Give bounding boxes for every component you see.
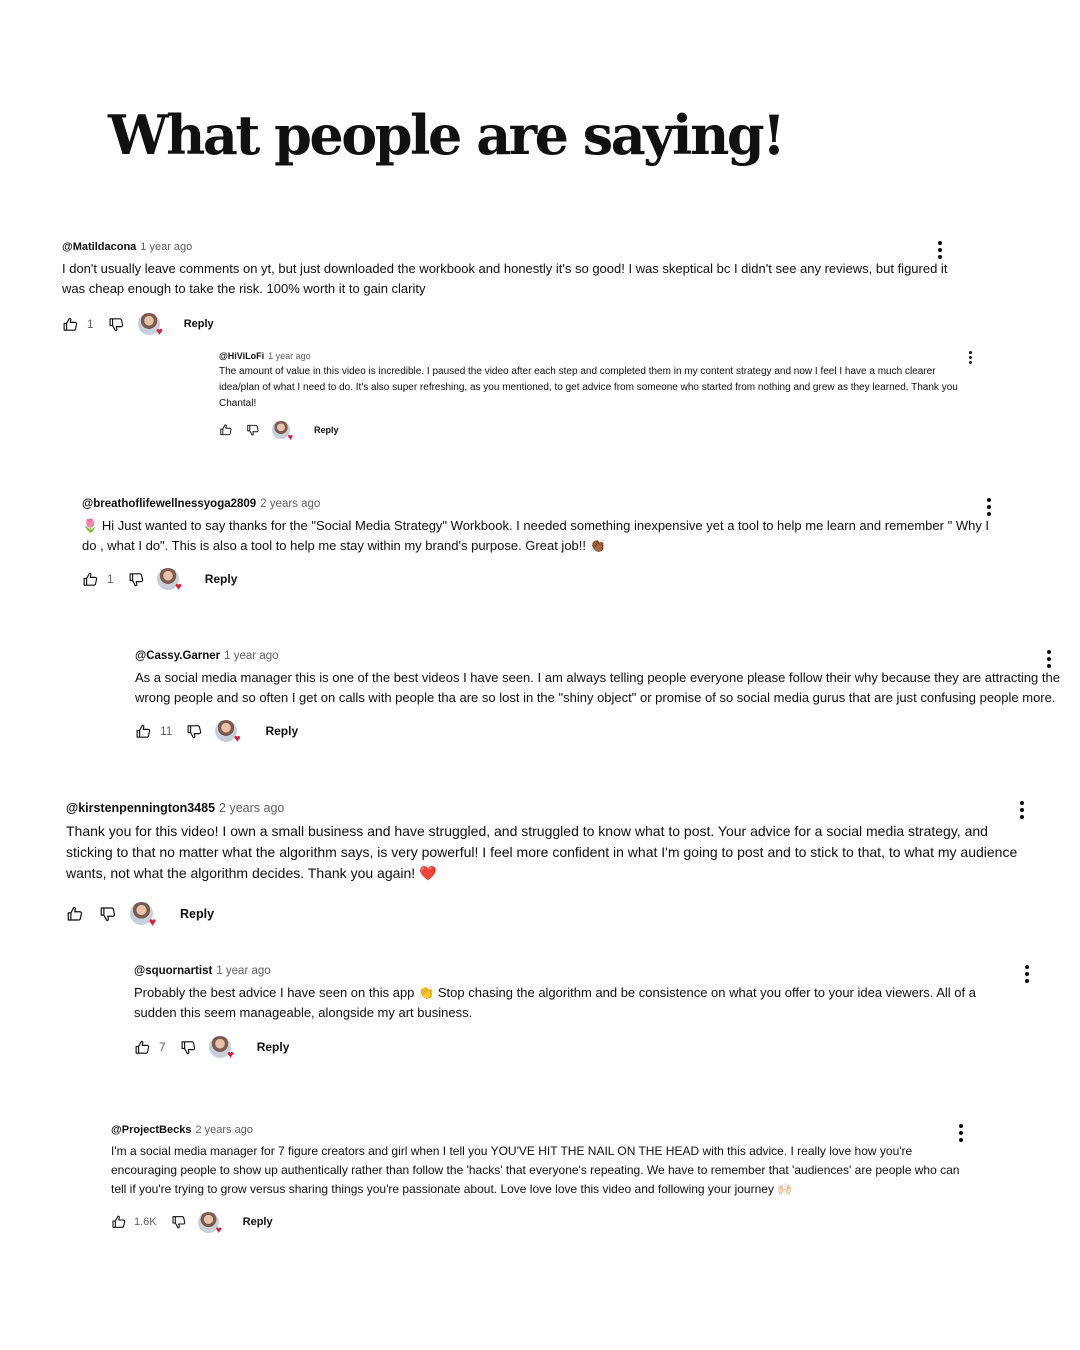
more-vert-icon[interactable] — [1025, 965, 1029, 983]
more-vert-icon[interactable] — [959, 1124, 963, 1142]
like-count: 1 — [87, 317, 94, 332]
comment-meta — [134, 965, 1034, 977]
comment-text: I don't usually leave comments on yt, but just downloaded the workbook and honestly it's so good! I was skeptical bc I didn't see any reviews, but figured it was cheap enough to take the risk. 100% worth it to gain clarity — [62, 261, 948, 297]
comment-author[interactable]: @HiViLoFi — [219, 351, 265, 361]
comment-actions — [82, 568, 1002, 594]
like-button[interactable] — [62, 316, 94, 333]
comment-timestamp[interactable]: 2 years ago — [260, 498, 321, 510]
comment-timestamp[interactable]: 1 year ago — [268, 351, 311, 361]
comment-text — [82, 516, 997, 556]
comment-actions — [66, 902, 1031, 929]
comment-text-body: Thank you for this video! I own a small business and have struggled, and struggled to know what to post. Your advice for a social media strategy, and sticking to that no matter what the algorithm says, is very powerful! I feel more confident in what I'm going to post and to stick to that, to what my audience wants, not what the algorithm decides. Thank you again! — [66, 823, 1018, 881]
comment-author[interactable]: @Matildacona — [62, 241, 137, 253]
clapping-emoji: 👏 — [418, 985, 435, 1000]
like-button[interactable] — [66, 905, 84, 923]
heart-icon: ♥ — [233, 733, 241, 746]
like-count: 11 — [160, 724, 173, 739]
creator-heart-avatar — [157, 568, 182, 594]
comment-card — [111, 1124, 971, 1236]
creator-heart-avatar — [215, 720, 241, 746]
heart-icon: ♥ — [287, 432, 293, 442]
like-button[interactable] — [134, 1039, 166, 1056]
comment-actions — [219, 421, 979, 442]
reply-button[interactable]: Reply — [180, 906, 215, 921]
heart-icon: ♥ — [215, 1224, 222, 1236]
dislike-button[interactable] — [128, 571, 145, 588]
like-button[interactable] — [219, 423, 233, 437]
comment-card — [62, 241, 972, 339]
dislike-button[interactable] — [99, 905, 117, 923]
comment-meta — [135, 650, 1065, 662]
comment-actions — [134, 1036, 1034, 1062]
comment-text-body: Stop chasing the algorithm and be consistence on what you offer to your idea viewers. All of a sudden this seem manageable, alongside my art business. — [134, 985, 976, 1021]
clapping-emoji: 👏🏾 — [589, 538, 606, 554]
comment-text — [66, 821, 1026, 884]
comment-text: The amount of value in this video is incredible. I paused the video after each step and completed them in my content strategy and now I feel I have a much clearer idea/plan of what I need to do. It's also super refreshing, as you mentioned, to get advice from someone who started from nothing and grew as they learned. Thank you Chantal! — [219, 366, 958, 409]
thumbs-up-icon — [111, 1214, 127, 1230]
creator-heart-avatar — [138, 313, 163, 339]
thumbs-down-icon — [186, 723, 203, 740]
comment-card — [134, 965, 1034, 1062]
heart-icon: ♥ — [148, 915, 156, 929]
reply-button[interactable]: Reply — [265, 724, 299, 739]
like-button[interactable] — [111, 1214, 157, 1230]
creator-heart-avatar — [209, 1036, 234, 1062]
comment-card — [66, 801, 1031, 929]
comment-meta — [82, 498, 1002, 510]
like-count: 1 — [107, 572, 114, 587]
comment-timestamp[interactable]: 1 year ago — [216, 965, 271, 977]
raising-hands-emoji: 🙌🏻 — [777, 1182, 793, 1197]
thumbs-up-icon — [134, 1039, 151, 1056]
thumbs-down-icon — [99, 905, 117, 923]
dislike-button[interactable] — [108, 316, 125, 333]
comment-text: As a social media manager this is one of the best videos I have seen. I am always telling people everyone please follow their why because they are attracting the wrong people and so often I get on calls with people tha are so lost in the "shiny object" or promise of so social media gurus that are just confusing people more. — [135, 670, 1060, 706]
comment-meta — [219, 351, 979, 361]
tulip-emoji: 🌷 — [82, 518, 99, 533]
creator-heart-avatar — [272, 421, 293, 442]
thumbs-up-icon — [82, 571, 99, 588]
thumbs-down-icon — [246, 423, 260, 437]
reply-button[interactable]: Reply — [204, 572, 238, 587]
comment-card — [135, 650, 1065, 746]
comment-author[interactable]: @squornartist — [134, 965, 213, 977]
comment-meta — [111, 1124, 971, 1136]
like-button[interactable] — [135, 723, 172, 740]
comment-text-body: I'm a social media manager for 7 figure creators and girl when I tell you YOU'VE HIT THE NAIL ON THE HEAD with this advice. I really love how you're encouraging people to show up authentically rather than follow the 'hacks' that everyone's repeating. We have to remember that 'audiences' are people who can tell if you're trying to grow versus sharing things you're passionate about. Love love love this video and following your journey — [111, 1144, 960, 1197]
more-vert-icon[interactable] — [1020, 801, 1024, 819]
thumbs-down-icon — [171, 1214, 187, 1230]
page-title: What people are saying! — [108, 103, 784, 167]
comment-timestamp[interactable]: 2 years ago — [219, 801, 285, 815]
comment-text-body: Hi Just wanted to say thanks for the "Social Media Strategy" Workbook. I needed something inexpensive yet a tool to help me learn and remember " Why I do , what I do". This is also a tool to help me stay within my brand's purpose. Great job!! — [82, 518, 990, 554]
thumbs-up-icon — [219, 423, 233, 437]
dislike-button[interactable] — [180, 1039, 197, 1056]
comment-author[interactable]: @Cassy.Garner — [135, 650, 221, 662]
comment-actions — [135, 720, 1065, 746]
comment-text — [111, 1142, 969, 1200]
thumbs-up-icon — [135, 723, 152, 740]
comment-meta — [66, 801, 1031, 815]
comment-author[interactable]: @kirstenpennington3485 — [66, 801, 216, 815]
comment-timestamp[interactable]: 1 year ago — [140, 241, 193, 253]
dislike-button[interactable] — [246, 423, 260, 437]
more-vert-icon[interactable] — [1047, 650, 1051, 668]
like-count: 7 — [159, 1040, 166, 1055]
thumbs-down-icon — [108, 316, 125, 333]
reply-button[interactable]: Reply — [314, 425, 339, 435]
comment-actions — [111, 1212, 971, 1236]
more-vert-icon[interactable] — [938, 241, 942, 259]
reply-button[interactable]: Reply — [242, 1216, 273, 1229]
dislike-button[interactable] — [171, 1214, 187, 1230]
thumbs-down-icon — [180, 1039, 197, 1056]
heart-icon: ♥ — [156, 326, 163, 339]
comment-meta — [62, 241, 972, 253]
red-heart-emoji: ❤️ — [419, 865, 437, 881]
creator-heart-avatar — [130, 902, 156, 929]
thumbs-down-icon — [128, 571, 145, 588]
comment-card — [82, 498, 1002, 594]
comment-timestamp[interactable]: 2 years ago — [195, 1124, 253, 1136]
reply-button[interactable]: Reply — [256, 1040, 290, 1055]
comment-text — [134, 983, 1014, 1023]
comment-author[interactable]: @ProjectBecks — [111, 1124, 192, 1136]
heart-icon: ♥ — [175, 581, 182, 594]
heart-icon: ♥ — [227, 1049, 234, 1062]
thumbs-up-icon — [62, 316, 79, 333]
like-button[interactable] — [82, 571, 114, 588]
comment-card — [219, 351, 979, 442]
like-count: 1.6K — [134, 1216, 157, 1229]
thumbs-up-icon — [66, 905, 84, 923]
more-vert-icon[interactable] — [987, 498, 991, 516]
creator-heart-avatar — [198, 1212, 222, 1236]
comment-actions — [62, 313, 972, 339]
comment-timestamp[interactable]: 1 year ago — [224, 650, 279, 662]
reply-button[interactable]: Reply — [183, 318, 214, 331]
comment-text-body: Probably the best advice I have seen on this app — [134, 985, 415, 1000]
dislike-button[interactable] — [186, 723, 203, 740]
comment-author[interactable]: @breathoflifewellnessyoga2809 — [82, 498, 257, 510]
more-vert-icon[interactable] — [969, 351, 972, 364]
